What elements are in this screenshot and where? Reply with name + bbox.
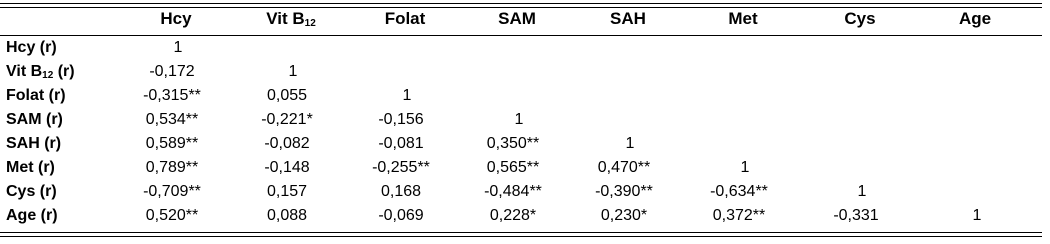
table-cell: 0,565** — [486, 159, 540, 176]
column-header-label: Cys — [844, 9, 876, 28]
row-label-main: Hcy (r) — [6, 39, 57, 56]
row-label-main: Cys (r) — [6, 183, 57, 200]
table-cell: 0,157 — [266, 183, 308, 200]
row-label — [6, 181, 57, 203]
row-label — [6, 109, 63, 131]
row-label-main: SAH (r) — [6, 135, 62, 152]
table-cell: 0,228* — [489, 207, 537, 224]
row-label-main: Vit B — [6, 63, 43, 80]
column-header-label: Hcy — [160, 9, 192, 28]
table-cell: 0,372** — [712, 207, 766, 224]
row-label-main: SAM (r) — [6, 111, 63, 128]
table-cell: -0,331 — [833, 207, 879, 224]
table-cell: 0,168 — [380, 183, 422, 200]
column-header-label: Folat — [384, 9, 426, 28]
table-cell: -0,315** — [143, 87, 201, 104]
table-cell: 0,520** — [145, 207, 199, 224]
column-header-label: SAM — [498, 9, 536, 28]
row-label-subscript: 12 — [42, 70, 54, 81]
table-cell: 0,230* — [600, 207, 648, 224]
column-header — [573, 8, 683, 30]
column-header-label: SAH — [610, 9, 646, 28]
top-rule-outer — [0, 3, 1042, 4]
table-cell: 1 — [857, 183, 867, 200]
row-label-tail: (r) — [53, 63, 75, 80]
row-label-main: Age (r) — [6, 207, 58, 224]
row-label — [6, 205, 58, 227]
table-cell: 0,470** — [597, 159, 651, 176]
bottom-rule-inner — [0, 232, 1042, 233]
table-cell: -0,390** — [595, 183, 653, 200]
table-cell: 1 — [402, 87, 412, 104]
table-cell: 0,350** — [486, 135, 540, 152]
column-header-label: Age — [958, 9, 992, 28]
row-label — [6, 61, 75, 87]
row-label — [6, 37, 57, 59]
table-cell: -0,634** — [710, 183, 768, 200]
row-label — [6, 85, 66, 107]
column-header — [462, 8, 572, 30]
table-cell: 1 — [288, 63, 298, 80]
column-header — [350, 8, 460, 30]
column-header — [121, 8, 231, 30]
table-cell: 0,534** — [145, 111, 199, 128]
table-cell: 1 — [514, 111, 524, 128]
column-header-label: Met — [728, 9, 758, 28]
column-header — [236, 8, 346, 35]
table-cell: -0,255** — [372, 159, 430, 176]
table-cell: 0,789** — [145, 159, 199, 176]
column-header — [688, 8, 798, 30]
table-cell: -0,081 — [378, 135, 424, 152]
column-header-label: Vit B — [266, 9, 305, 28]
row-label-main: Met (r) — [6, 159, 55, 176]
column-header — [805, 8, 915, 30]
column-header — [920, 8, 1030, 30]
header-rule — [0, 35, 1042, 36]
table-cell: -0,709** — [143, 183, 201, 200]
table-cell: -0,069 — [378, 207, 424, 224]
table-cell: 0,055 — [266, 87, 308, 104]
table-cell: -0,148 — [264, 159, 310, 176]
table-cell: 1 — [173, 39, 183, 56]
table-cell: 1 — [972, 207, 982, 224]
row-label-main: Folat (r) — [6, 87, 66, 104]
table-cell: 1 — [625, 135, 635, 152]
bottom-rule-outer — [0, 236, 1042, 237]
column-header-subscript: 12 — [304, 18, 316, 29]
table-cell: 1 — [740, 159, 750, 176]
table-cell: -0,221* — [261, 111, 313, 128]
row-label — [6, 157, 55, 179]
table-cell: 0,589** — [145, 135, 199, 152]
table-cell: -0,082 — [264, 135, 310, 152]
row-label — [6, 133, 61, 155]
table-cell: 0,088 — [266, 207, 308, 224]
table-cell: -0,172 — [149, 63, 195, 80]
table-cell: -0,156 — [378, 111, 424, 128]
table-cell: -0,484** — [484, 183, 542, 200]
